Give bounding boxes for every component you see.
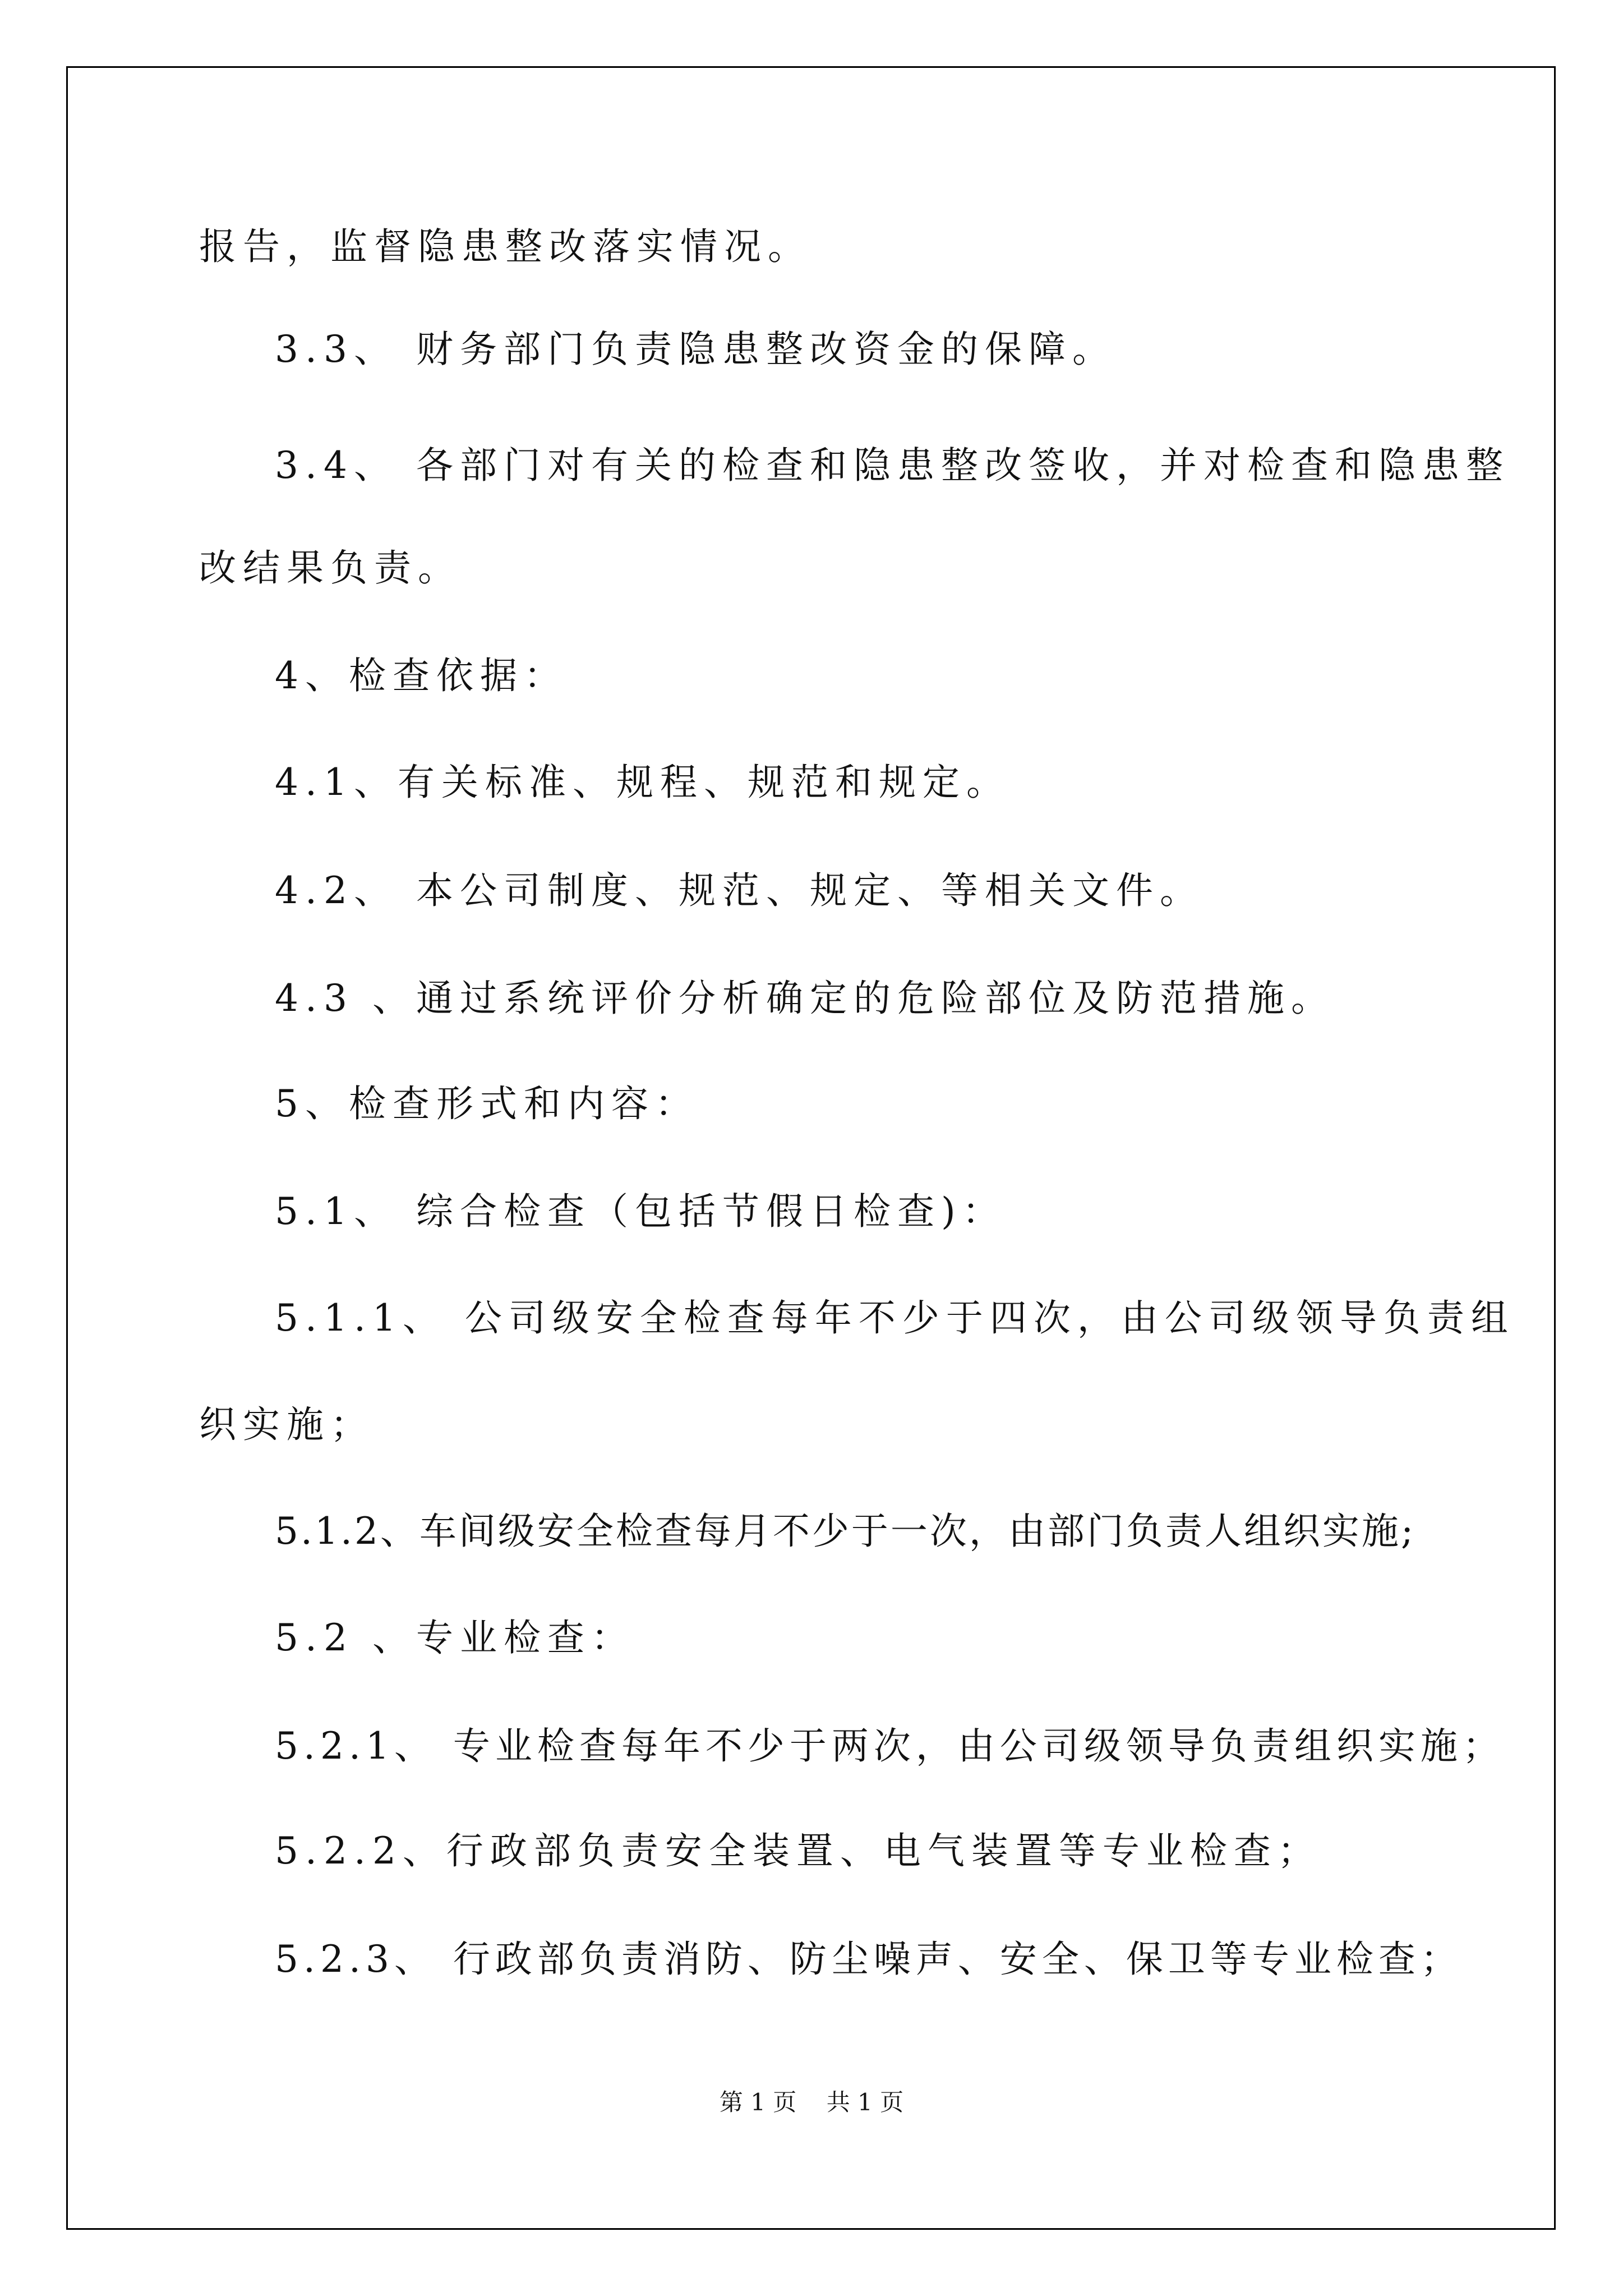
text-line-14: 5.2 、专业检查： — [275, 1616, 635, 1659]
text-line-16: 5.2.2、行政部负责安全装置、电气装置等专业检查； — [275, 1829, 1321, 1872]
text-line-5: 4、检查依据： — [275, 654, 568, 697]
text-line-9: 5、检查形式和内容： — [275, 1082, 699, 1125]
text-line-7: 4.2、 本公司制度、规范、规定、等相关文件。 — [275, 869, 1204, 912]
text-line-17: 5.2.3、 行政部负责消防、防尘噪声、安全、保卫等专业检查； — [275, 1938, 1463, 1981]
text-line-8: 4.3 、通过系统评价分析确定的危险部位及防范措施。 — [275, 977, 1335, 1020]
text-line-4: 改结果负责。 — [199, 546, 462, 590]
text-line-11: 5.1.1、 公司级安全检查每年不少于四次，由公司级领导负责组 — [275, 1296, 1515, 1340]
text-line-2: 3.3、 财务部门负责隐患整改资金的保障。 — [275, 328, 1116, 371]
page-border — [66, 66, 1556, 2230]
text-line-3: 3.4、 各部门对有关的检查和隐患整改签收，并对检查和隐患整 — [275, 444, 1510, 487]
text-line-10: 5.1、 综合检查（包括节假日检查)： — [275, 1190, 1006, 1233]
page-number-footer: 第 1 页 共 1 页 — [719, 2088, 904, 2116]
text-line-15: 5.2.1、 专业检查每年不少于两次，由公司级领导负责组织实施； — [275, 1724, 1505, 1768]
text-line-6: 4.1、有关标准、规程、规范和规定。 — [275, 761, 1010, 804]
text-line-13: 5.1.2、车间级安全检查每月不少于一次，由部门负责人组织实施; — [275, 1510, 1416, 1553]
text-line-1: 报告，监督隐患整改落实情况。 — [199, 225, 811, 268]
text-line-12: 织实施； — [199, 1403, 374, 1446]
